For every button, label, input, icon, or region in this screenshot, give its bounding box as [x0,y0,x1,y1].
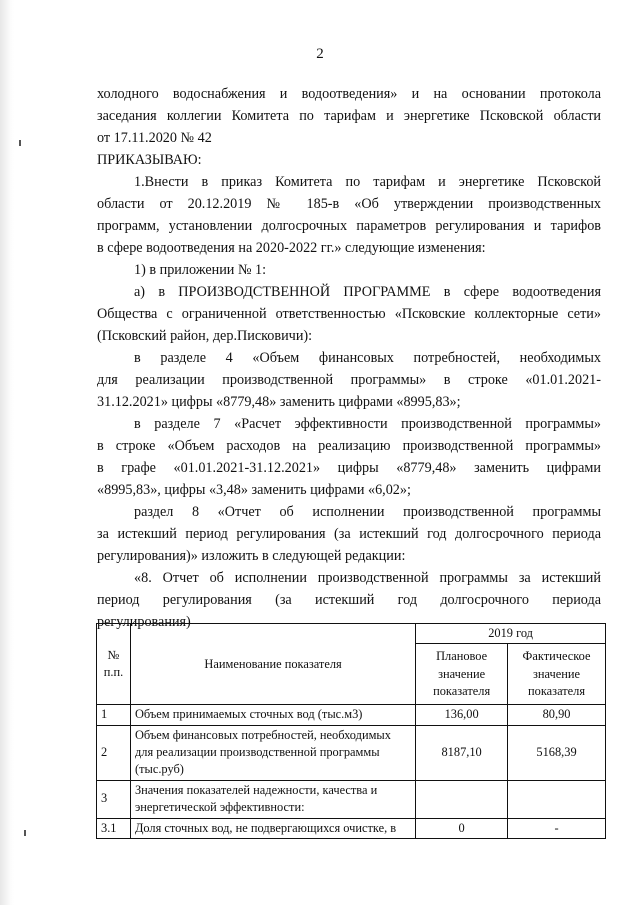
body-line: период регулирования (за истекший год долгосрочного периода [97,592,601,608]
scan-mark [19,140,21,146]
body-line: «8. Отчет об исполнении производственной программы за истекший [134,570,601,586]
body-line: 31.12.2021» цифры «8779,48» заменить цифрами «8995,83»; [97,394,461,410]
row-plan: 136,00 [416,705,508,725]
table-row [97,705,606,725]
body-line: заседания коллегии Комитета по тарифам и энергетике Псковской области [97,108,601,124]
body-line: за истекший период регулирования (за истекший год долгосрочного периода [97,526,601,542]
table-row [97,818,606,838]
body-line: раздел 8 «Отчет об исполнении производственной программы [134,504,601,520]
body-line: 1.Внести в приказ Комитета по тарифам и энергетике Псковской [134,174,601,190]
body-line: в строке «Объем расходов на реализацию производственной программы» [97,438,601,454]
body-line: Общества с ограниченной ответственностью «Псковские коллекторные сети» [97,306,601,322]
row-number: 1 [97,705,131,725]
header-number: № п.п. [97,624,131,705]
order-heading: ПРИКАЗЫВАЮ: [97,152,202,168]
row-plan [416,780,508,818]
table-row [97,780,606,818]
header-fact-value: Фактическое значение показателя [508,644,606,705]
table-header-row [97,624,606,644]
row-fact: 80,90 [508,705,606,725]
body-line: в сфере водоотведения на 2020-2022 гг.» следующие изменения: [97,240,486,256]
body-line: в графе «01.01.2021-31.12.2021» цифры «8779,48» заменить цифрами [97,460,601,476]
table-row [97,725,606,780]
body-line: в разделе 4 «Объем финансовых потребностей, необходимых [134,350,601,366]
row-name: Значения показателей надежности, качества и энергетической эффективности: [130,780,415,818]
body-line: программ, установлении долгосрочных параметров регулирования и тарифов [97,218,601,234]
body-line: холодного водоснабжения и водоотведения» и на основании протокола [97,86,601,102]
row-number: 3.1 [97,818,131,838]
header-plan-value: Плановое значение показателя [416,644,508,705]
report-table [96,623,606,839]
scan-edge-shadow [0,0,14,905]
row-name: Объем финансовых потребностей, необходимых для реализации производственной программы (тыс.руб) [130,725,415,780]
body-line: для реализации производственной программы» в строке «01.01.2021- [97,372,601,388]
row-plan: 0 [416,818,508,838]
row-fact [508,780,606,818]
body-line: регулирования) [97,614,191,630]
body-line: (Псковский район, дер.Писковичи): [97,328,313,344]
scan-mark [24,830,26,836]
row-number: 2 [97,725,131,780]
body-line: области от 20.12.2019 № 185-в «Об утверждении производственных [97,196,601,212]
page-number: 2 [316,46,324,62]
header-indicator-name: Наименование показателя [130,624,415,705]
row-number: 3 [97,780,131,818]
row-name: Объем принимаемых сточных вод (тыс.м3) [130,705,415,725]
row-plan: 8187,10 [416,725,508,780]
body-line: от 17.11.2020 № 42 [97,130,212,146]
row-fact: - [508,818,606,838]
row-name: Доля сточных вод, не подвергающихся очистке, в [130,818,415,838]
body-line: а) в ПРОИЗВОДСТВЕННОЙ ПРОГРАММЕ в сфере водоотведения [134,284,601,300]
body-line: «8995,83», цифры «3,48» заменить цифрами «6,02»; [97,482,411,498]
header-year: 2019 год [416,624,606,644]
body-line: 1) в приложении № 1: [134,262,267,278]
body-line: регулирования)» изложить в следующей редакции: [97,548,406,564]
row-fact: 5168,39 [508,725,606,780]
body-line: в разделе 7 «Расчет эффективности производственной программы» [134,416,601,432]
